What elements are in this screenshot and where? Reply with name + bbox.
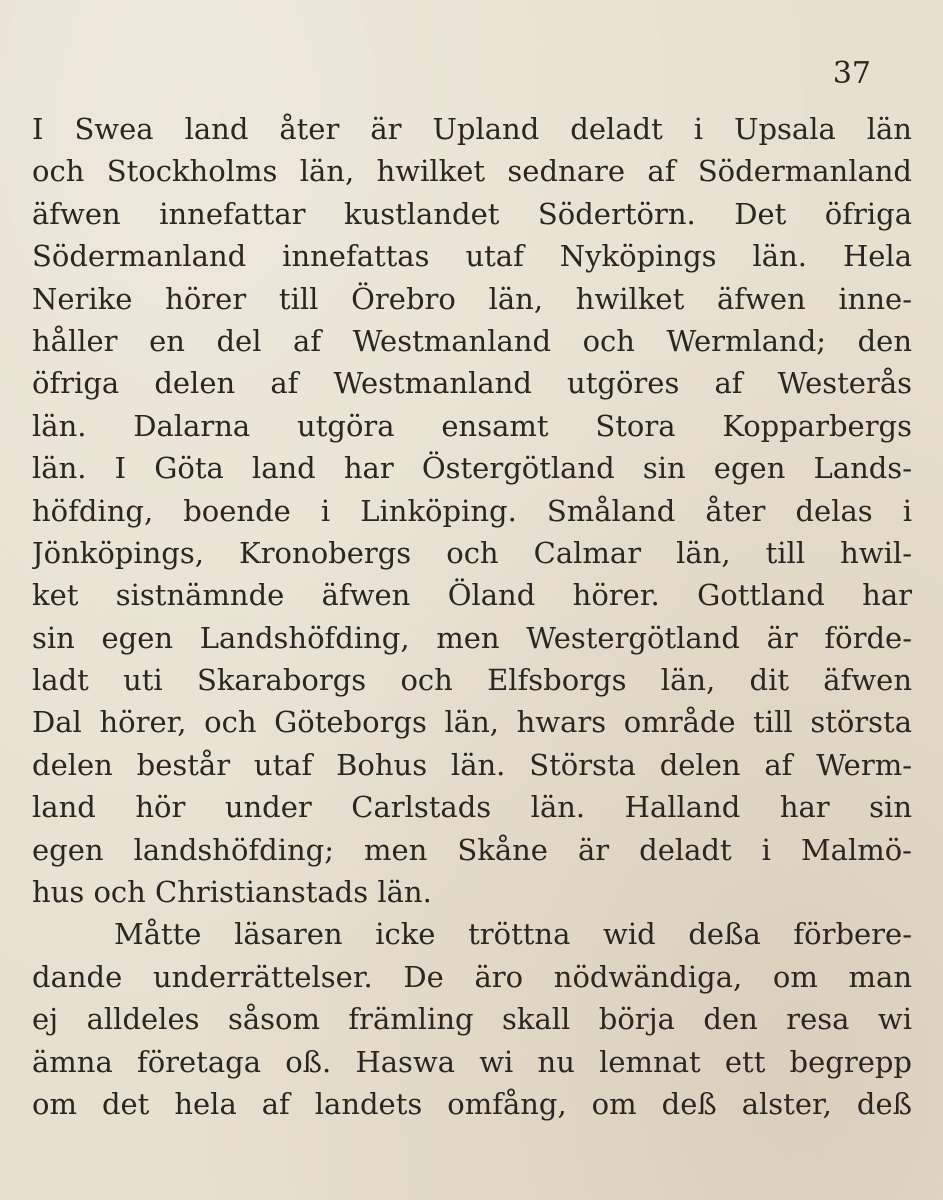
text-line: egen landshöfding; men Skåne är deladt i Malmö-: [32, 832, 912, 867]
text-line: Nerike hörer till Örebro län, hwilket äfwen inne-: [32, 281, 912, 316]
text-line: ladt uti Skaraborgs och Elfsborgs län, dit äfwen: [32, 663, 912, 698]
text-line-paragraph-end: hus och Christianstads län.: [32, 875, 432, 910]
text-line: och Stockholms län, hwilket sednare af Södermanland: [32, 154, 912, 189]
body-text: [32, 108, 912, 1125]
text-line: land hör under Carlstads län. Halland har sin: [32, 790, 912, 825]
text-line: sin egen Landshöfding, men Westergötland är förde-: [32, 620, 912, 655]
text-line: håller en del af Westmanland och Wermland; den: [32, 323, 912, 358]
text-line: om det hela af landets omfång, om deß alster, deß: [32, 1086, 912, 1121]
text-line: ämna företaga oß. Haswa wi nu lemnat ett begrepp: [32, 1044, 912, 1079]
text-line: län. Dalarna utgöra ensamt Stora Kopparbergs: [32, 408, 912, 443]
page-number: 37: [832, 56, 871, 91]
text-line: öfriga delen af Westmanland utgöres af Westerås: [32, 366, 912, 401]
text-line-paragraph-start: Måtte läsaren icke tröttna wid deßa förbere-: [114, 917, 912, 952]
text-line: I Swea land åter är Upland deladt i Upsala län: [32, 112, 912, 146]
text-line: ej alldeles såsom främling skall börja den resa wi: [32, 1002, 912, 1037]
text-line: län. I Göta land har Östergötland sin egen Lands-: [32, 451, 912, 486]
text-line: höfding, boende i Linköping. Småland åter delas i: [32, 493, 912, 528]
text-line: Jönköpings, Kronobergs och Calmar län, till hwil-: [32, 535, 912, 570]
text-line: Dal hörer, och Göteborgs län, hwars område till största: [32, 705, 912, 740]
text-line: äfwen innefattar kustlandet Södertörn. Det öfriga: [32, 196, 912, 231]
text-line: ket sistnämnde äfwen Öland hörer. Gottland har: [32, 578, 912, 613]
text-line: Södermanland innefattas utaf Nyköpings län. Hela: [32, 239, 912, 274]
text-line: delen består utaf Bohus län. Största delen af Werm-: [32, 747, 912, 782]
text-line: dande underrättelser. De äro nödwändiga, om man: [32, 959, 912, 994]
